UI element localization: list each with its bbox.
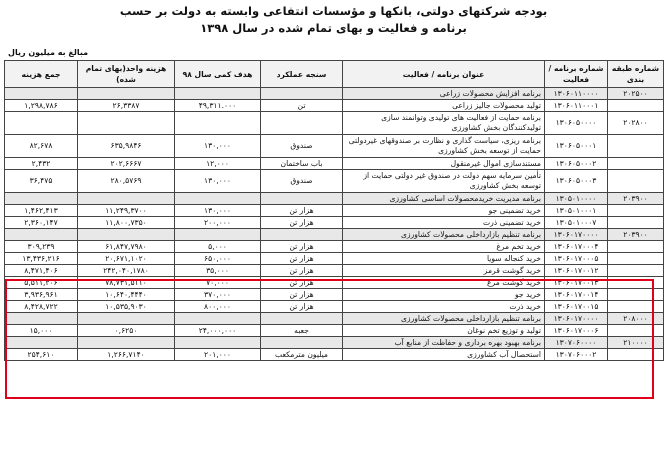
cell-measure: تن [261, 100, 343, 112]
cell-target: ۵,۰۰۰ [175, 241, 261, 253]
cell-target: ۲۰۱,۰۰۰ [175, 349, 261, 361]
cell-class-no [608, 135, 664, 158]
table-row [5, 100, 664, 112]
cell-class-no [608, 277, 664, 289]
cell-program-no: ۱۳۰۵۰۱۰۰۰۱ [545, 205, 608, 217]
cell-target [175, 337, 261, 349]
cell-total: ۱,۲۹۸,۷۸۶ [5, 100, 78, 112]
cell-measure [261, 229, 343, 241]
cell-class-no: ۲۰۲۵۰۰ [608, 88, 664, 100]
cell-unit-cost [78, 337, 175, 349]
cell-unit-cost: ۷۸,۷۳۱,۵۱۱۰ [78, 277, 175, 289]
cell-title: مستندسازی اموال غیرمنقول [343, 158, 545, 170]
table-row [5, 289, 664, 301]
cell-title: برنامه تنظیم بازارداخلی محصولات کشاورزی [343, 229, 545, 241]
cell-total: ۲,۳۶۰,۱۴۷ [5, 217, 78, 229]
cell-total [5, 337, 78, 349]
cell-total: ۸۲,۶۷۸ [5, 135, 78, 158]
cell-program-no: ۱۳۰۵۰۱۰۰۰۰ [545, 193, 608, 205]
cell-class-no [608, 217, 664, 229]
cell-unit-cost: ۲۶,۳۳۸۷ [78, 100, 175, 112]
cell-unit-cost: ۲۰۲,۶۶۶۷ [78, 158, 175, 170]
header-row [5, 61, 664, 88]
cell-unit-cost: ۱۰,۵۳۵,۹۰۳۰ [78, 301, 175, 313]
cell-target [175, 229, 261, 241]
cell-target [175, 193, 261, 205]
table-row [5, 170, 664, 193]
cell-title: خرید کنجاله سویا [343, 253, 545, 265]
table-row [5, 193, 664, 205]
cell-unit-cost [78, 193, 175, 205]
table-row [5, 337, 664, 349]
cell-measure [261, 193, 343, 205]
cell-program-no: ۱۳۰۶۰۱۷۰۰۰۶ [545, 325, 608, 337]
cell-target: ۱۲,۰۰۰ [175, 158, 261, 170]
cell-unit-cost: ۰,۶۲۵۰ [78, 325, 175, 337]
col-header-total: جمع هزینه [5, 61, 78, 88]
cell-total: ۳۶,۴۷۵ [5, 170, 78, 193]
cell-title: برنامه مدیریت خریدمحصولات اساسی کشاورزی [343, 193, 545, 205]
cell-class-no [608, 253, 664, 265]
cell-target: ۱۳۰,۰۰۰ [175, 135, 261, 158]
table-row [5, 241, 664, 253]
table-row [5, 229, 664, 241]
cell-measure: هزار تن [261, 265, 343, 277]
cell-unit-cost [78, 229, 175, 241]
table-row [5, 277, 664, 289]
cell-measure: باب ساختمان [261, 158, 343, 170]
col-header-unit-cost: هزینه واحد(بهای تمام شده) [78, 61, 175, 88]
cell-program-no: ۱۳۰۶۰۵۰۰۰۰ [545, 112, 608, 135]
cell-measure: میلیون مترمکعب [261, 349, 343, 361]
cell-measure: هزار تن [261, 253, 343, 265]
col-header-target: هدف کمی سال ۹۸ [175, 61, 261, 88]
table-row [5, 135, 664, 158]
cell-total: ۱,۴۶۲,۴۱۳ [5, 205, 78, 217]
table-body [5, 88, 664, 361]
cell-title: برنامه ریزی، سیاست گذاری و نظارت بر صندوقهای غیردولتی حمایت از توسعه بخش کشاورزی [343, 135, 545, 158]
cell-class-no [608, 205, 664, 217]
cell-program-no: ۱۳۰۶۰۱۷۰۰۰۴ [545, 241, 608, 253]
cell-target: ۲۴,۰۰۰,۰۰۰ [175, 325, 261, 337]
cell-total [5, 193, 78, 205]
cell-unit-cost: ۱۰,۶۴۰,۴۴۴۰ [78, 289, 175, 301]
cell-program-no: ۱۳۰۶۰۵۰۰۰۱ [545, 135, 608, 158]
cell-measure: هزار تن [261, 241, 343, 253]
cell-target: ۱۳۰,۰۰۰ [175, 170, 261, 193]
cell-title: برنامه بهبود بهره برداری و حفاظت از منابع آب [343, 337, 545, 349]
budget-table [4, 60, 664, 361]
cell-program-no: ۱۳۰۶۰۱۷۰۰۰۰ [545, 313, 608, 325]
cell-total [5, 112, 78, 135]
cell-title: برنامه حمایت از فعالیت های تولیدی وتوانمند سازی تولیدکنندگان بخش کشاورزی [343, 112, 545, 135]
cell-program-no: ۱۳۰۶۰۱۷۰۰۰۰ [545, 229, 608, 241]
cell-title: خرید جو [343, 289, 545, 301]
cell-program-no: ۱۳۰۷۰۶۰۰۰۲ [545, 349, 608, 361]
cell-title: خرید ذرت [343, 301, 545, 313]
document-title-line-2: برنامه و فعالیت و بهای تمام شده در سال ۱۳۹۸ [200, 21, 467, 35]
cell-measure: هزار تن [261, 301, 343, 313]
cell-total: ۱۳,۴۳۶,۲۱۶ [5, 253, 78, 265]
cell-program-no: ۱۳۰۶۰۱۷۰۰۱۳ [545, 277, 608, 289]
cell-program-no: ۱۳۰۷۰۶۰۰۰۰ [545, 337, 608, 349]
cell-measure [261, 112, 343, 135]
cell-program-no: ۱۳۰۶۰۱۷۰۰۱۲ [545, 265, 608, 277]
cell-program-no: ۱۳۰۶۰۵۰۰۰۲ [545, 158, 608, 170]
col-header-class-no: شماره طبقه بندی [608, 61, 664, 88]
cell-unit-cost [78, 112, 175, 135]
cell-unit-cost [78, 88, 175, 100]
cell-unit-cost [78, 313, 175, 325]
cell-measure [261, 337, 343, 349]
cell-total: ۳,۹۳۶,۹۶۱ [5, 289, 78, 301]
cell-target [175, 112, 261, 135]
cell-class-no: ۲۰۳۹۰۰ [608, 229, 664, 241]
cell-unit-cost: ۶۳۵,۹۸۴۶ [78, 135, 175, 158]
cell-class-no [608, 325, 664, 337]
cell-program-no: ۱۳۰۶۰۱۱۰۰۰۰ [545, 88, 608, 100]
table-row [5, 349, 664, 361]
col-header-program-no: شماره برنامه / فعالیت [545, 61, 608, 88]
cell-program-no: ۱۳۰۶۰۱۷۰۰۱۴ [545, 289, 608, 301]
cell-unit-cost: ۲۴۲,۰۴۰,۱۷۸۰ [78, 265, 175, 277]
cell-class-no: ۲۰۲۸۰۰ [608, 112, 664, 135]
cell-class-no [608, 170, 664, 193]
cell-target: ۶۵۰,۰۰۰ [175, 253, 261, 265]
cell-unit-cost: ۱,۲۶۶,۷۱۴۰ [78, 349, 175, 361]
cell-program-no: ۱۳۰۶۰۱۷۰۰۰۵ [545, 253, 608, 265]
cell-total: ۱۵,۰۰۰ [5, 325, 78, 337]
cell-measure: جعبه [261, 325, 343, 337]
cell-target: ۲۰۰,۰۰۰ [175, 217, 261, 229]
cell-target: ۷۰,۰۰۰ [175, 277, 261, 289]
cell-title: خرید تضمینی جو [343, 205, 545, 217]
cell-target: ۱۳۰,۰۰۰ [175, 205, 261, 217]
cell-class-no [608, 265, 664, 277]
cell-program-no: ۱۳۰۶۰۵۰۰۰۳ [545, 170, 608, 193]
cell-measure [261, 313, 343, 325]
cell-class-no: ۲۰۳۹۰۰ [608, 193, 664, 205]
table-row [5, 313, 664, 325]
cell-target: ۳۷۰,۰۰۰ [175, 289, 261, 301]
cell-title: خرید گوشت مرغ [343, 277, 545, 289]
col-header-title: عنوان برنامه / فعالیت [343, 61, 545, 88]
table-row [5, 265, 664, 277]
cell-total: ۵,۵۱۱,۲۰۶ [5, 277, 78, 289]
cell-title: استحصال آب کشاورزی [343, 349, 545, 361]
cell-total: ۲۵۴,۶۱۰ [5, 349, 78, 361]
cell-measure: صندوق [261, 170, 343, 193]
cell-total: ۲,۴۳۲ [5, 158, 78, 170]
table-row [5, 112, 664, 135]
document-title-line-1: بودجه شرکتهای دولتی، بانکها و مؤسسات انتفاعی وابسته به دولت بر حسب [119, 4, 548, 18]
cell-title: برنامه افزایش محصولات زراعی [343, 88, 545, 100]
cell-unit-cost: ۶۱,۸۴۷,۷۹۸۰ [78, 241, 175, 253]
cell-target: ۸۰۰,۰۰۰ [175, 301, 261, 313]
cell-class-no [608, 301, 664, 313]
cell-title: خرید گوشت قرمز [343, 265, 545, 277]
cell-unit-cost: ۲۸۰,۵۷۶۹ [78, 170, 175, 193]
cell-class-no: ۲۰۸۰۰۰ [608, 313, 664, 325]
cell-class-no [608, 100, 664, 112]
cell-unit-cost: ۱۱,۲۴۹,۳۷۰۰ [78, 205, 175, 217]
cell-measure: هزار تن [261, 277, 343, 289]
cell-target: ۳۵,۰۰۰ [175, 265, 261, 277]
cell-measure: هزار تن [261, 205, 343, 217]
cell-title: تأمین سرمایه سهم دولت در صندوق غیر دولتی حمایت از توسعه بخش کشاورزی [343, 170, 545, 193]
cell-class-no: ۲۱۰۰۰۰ [608, 337, 664, 349]
cell-title: خرید تضمینی ذرت [343, 217, 545, 229]
cell-program-no: ۱۳۰۶۰۱۷۰۰۱۵ [545, 301, 608, 313]
table-row [5, 88, 664, 100]
cell-measure [261, 88, 343, 100]
cell-total: ۸,۴۷۱,۴۰۶ [5, 265, 78, 277]
cell-total [5, 88, 78, 100]
cell-total [5, 313, 78, 325]
cell-measure: هزار تن [261, 289, 343, 301]
col-header-measure: سنجه عملکرد [261, 61, 343, 88]
cell-measure: صندوق [261, 135, 343, 158]
cell-class-no [608, 158, 664, 170]
table-row [5, 158, 664, 170]
cell-class-no [608, 349, 664, 361]
cell-measure: هزار تن [261, 217, 343, 229]
cell-target: ۴۹,۳۱۱.۰۰۰ [175, 100, 261, 112]
cell-target [175, 313, 261, 325]
table-row [5, 217, 664, 229]
table-row [5, 325, 664, 337]
unit-note: مبالغ به میلیون ریال [8, 48, 89, 57]
cell-program-no: ۱۳۰۶۰۱۱۰۰۰۱ [545, 100, 608, 112]
cell-title: خرید تخم مرغ [343, 241, 545, 253]
cell-class-no [608, 241, 664, 253]
cell-title: برنامه تنظیم بازارداخلی محصولات کشاورزی [343, 313, 545, 325]
cell-total: ۸,۴۲۸,۷۲۲ [5, 301, 78, 313]
cell-title: تولید و توزیع تخم نوغان [343, 325, 545, 337]
cell-title: تولید محصولات جالیز زراعی [343, 100, 545, 112]
cell-class-no [608, 289, 664, 301]
cell-unit-cost: ۲۰,۶۷۱,۱۰۲۰ [78, 253, 175, 265]
table-row [5, 301, 664, 313]
table-row [5, 205, 664, 217]
cell-unit-cost: ۱۱,۸۰۰,۷۳۵۰ [78, 217, 175, 229]
cell-program-no: ۱۳۰۵۰۱۰۰۰۷ [545, 217, 608, 229]
cell-target [175, 88, 261, 100]
cell-total: ۳۰۹,۲۳۹ [5, 241, 78, 253]
table-row [5, 253, 664, 265]
cell-total [5, 229, 78, 241]
